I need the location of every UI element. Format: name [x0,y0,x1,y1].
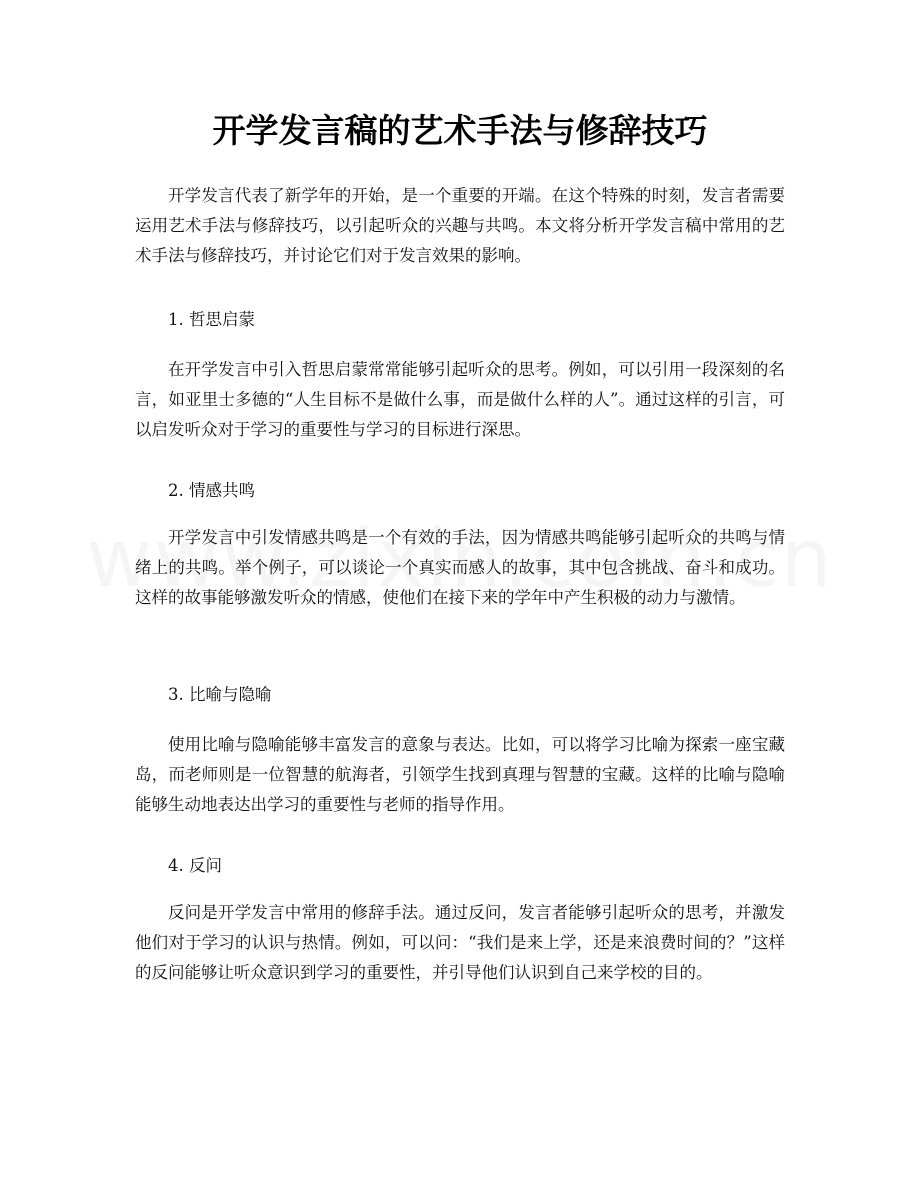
section-1-body: 在开学发言中引入哲思启蒙常常能够引起听众的思考。例如，可以引用一段深刻的名言，如亚里士多德的“人生目标不是做什么事，而是做什么样的人”。通过这样的引言，可以启发听众对于学习的重要性与学习的目标进行深思。 [135,360,785,439]
intro-paragraph: 开学发言代表了新学年的开始，是一个重要的开端。在这个特殊的时刻，发言者需要运用艺术手法与修辞技巧，以引起听众的兴趣与共鸣。本文将分析开学发言稿中常用的艺术手法与修辞技巧，并讨论它们对于发言效果的影响。 [135,186,785,265]
section-4-heading: 4. 反问 [168,856,222,875]
section-3-body: 使用比喻与隐喻能够丰富发言的意象与表达。比如，可以将学习比喻为探索一座宝藏岛，而老师则是一位智慧的航海者，引领学生找到真理与智慧的宝藏。这样的比喻与隐喻能够生动地表达出学习的重要性与老师的指导作用。 [135,735,785,814]
section-2-heading: 2. 情感共鸣 [168,481,255,500]
section-4-body: 反问是开学发言中常用的修辞手法。通过反问，发言者能够引起听众的思考，并激发他们对于学习的认识与热情。例如，可以问：“我们是来上学，还是来浪费时间的？”这样的反问能够让听众意识到学习的重要性，并引导他们认识到自己来学校的目的。 [135,903,785,982]
section-2-body: 开学发言中引发情感共鸣是一个有效的手法，因为情感共鸣能够引起听众的共鸣与情绪上的共鸣。举个例子，可以谈论一个真实而感人的故事，其中包含挑战、奋斗和成功。这样的故事能够激发听众的情感，使他们在接下来的学年中产生积极的动力与激情。 [135,528,785,607]
section-1-heading: 1. 哲思启蒙 [168,310,255,329]
document-title: 开学发言稿的艺术手法与修辞技巧 [212,111,708,150]
section-3-heading: 3. 比喻与隐喻 [168,685,272,704]
